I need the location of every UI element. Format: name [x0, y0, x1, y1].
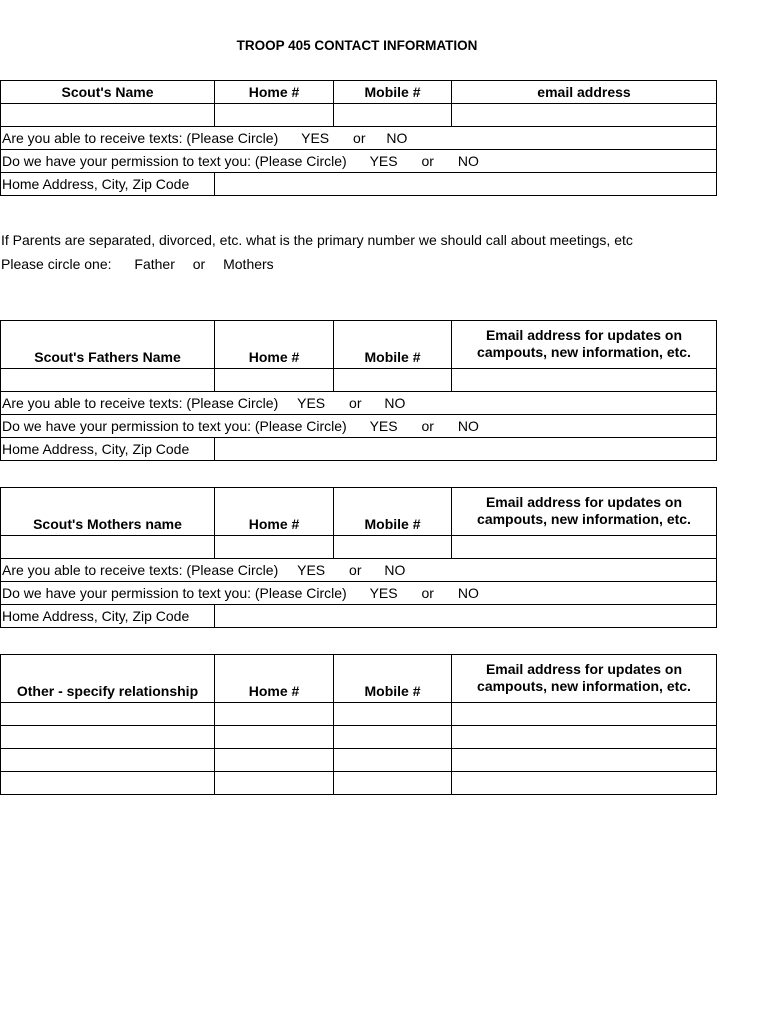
- other-home-phone-field[interactable]: [215, 703, 334, 726]
- other-home-phone-field[interactable]: [215, 726, 334, 749]
- mother-mobile-phone-field[interactable]: [334, 536, 452, 559]
- table-row: [1, 772, 717, 795]
- other-mobile-phone-field[interactable]: [334, 749, 452, 772]
- table-row: [1, 749, 717, 772]
- home-address-label: Home Address, City, Zip Code: [1, 438, 215, 461]
- or-text: or: [349, 395, 362, 411]
- other-relationship-field[interactable]: [1, 749, 215, 772]
- or-text: or: [353, 130, 366, 146]
- mobile-phone-header: Mobile #: [334, 81, 452, 104]
- home-phone-header: Home #: [215, 81, 334, 104]
- home-address-label: Home Address, City, Zip Code: [1, 605, 215, 628]
- mobile-phone-header: Mobile #: [334, 321, 452, 369]
- mother-name-header: Scout's Mothers name: [1, 488, 215, 536]
- no-option[interactable]: NO: [384, 395, 406, 411]
- father-option[interactable]: Father: [134, 256, 175, 272]
- texts-question-label: Are you able to receive texts: (Please Circle): [2, 130, 279, 146]
- other-email-field[interactable]: [452, 703, 717, 726]
- no-option[interactable]: NO: [457, 418, 479, 434]
- circle-one-label: Please circle one:: [1, 256, 112, 272]
- other-mobile-phone-field[interactable]: [334, 726, 452, 749]
- other-home-phone-field[interactable]: [215, 772, 334, 795]
- scout-email-field[interactable]: [452, 104, 717, 127]
- or-text: or: [421, 418, 434, 434]
- primary-parent-choice: [1, 255, 274, 273]
- father-permission-question-row: [1, 415, 717, 438]
- yes-option[interactable]: YES: [369, 153, 398, 169]
- other-email-field[interactable]: [452, 772, 717, 795]
- home-phone-header: Home #: [215, 321, 334, 369]
- home-address-label: Home Address, City, Zip Code: [1, 173, 215, 196]
- texts-question-label: Are you able to receive texts: (Please Circle): [2, 395, 279, 411]
- no-option[interactable]: NO: [457, 585, 479, 601]
- father-email-field[interactable]: [452, 369, 717, 392]
- email-header: Email address for updates on campouts, new information, etc.: [452, 655, 717, 703]
- other-contact-table: [0, 654, 717, 795]
- email-header: Email address for updates on campouts, new information, etc.: [452, 488, 717, 536]
- mother-permission-question-row: [1, 582, 717, 605]
- mother-home-address-field[interactable]: [215, 605, 717, 628]
- no-option[interactable]: NO: [386, 130, 408, 146]
- form-title: TROOP 405 CONTACT INFORMATION: [236, 38, 478, 53]
- mother-name-field[interactable]: [1, 536, 215, 559]
- mother-contact-table: [0, 487, 717, 628]
- scout-home-phone-field[interactable]: [215, 104, 334, 127]
- father-texts-question-row: [1, 392, 717, 415]
- yes-option[interactable]: YES: [369, 418, 398, 434]
- home-phone-header: Home #: [215, 488, 334, 536]
- yes-option[interactable]: YES: [297, 562, 326, 578]
- table-row: [1, 703, 717, 726]
- other-relationship-field[interactable]: [1, 703, 215, 726]
- father-home-address-field[interactable]: [215, 438, 717, 461]
- mothers-option[interactable]: Mothers: [223, 256, 274, 272]
- mobile-phone-header: Mobile #: [334, 488, 452, 536]
- permission-question-label: Do we have your permission to text you: (Please Circle): [2, 418, 347, 434]
- yes-option[interactable]: YES: [369, 585, 398, 601]
- mother-email-field[interactable]: [452, 536, 717, 559]
- or-text: or: [421, 153, 434, 169]
- mother-home-phone-field[interactable]: [215, 536, 334, 559]
- mobile-phone-header: Mobile #: [334, 655, 452, 703]
- email-header: email address: [452, 81, 717, 104]
- table-row: [1, 726, 717, 749]
- scout-contact-table: [0, 80, 717, 196]
- permission-question-label: Do we have your permission to text you: (Please Circle): [2, 585, 347, 601]
- mother-texts-question-row: [1, 559, 717, 582]
- scout-texts-question-row: [1, 127, 717, 150]
- father-name-field[interactable]: [1, 369, 215, 392]
- scout-permission-question-row: [1, 150, 717, 173]
- yes-option[interactable]: YES: [297, 395, 326, 411]
- email-header: Email address for updates on campouts, new information, etc.: [452, 321, 717, 369]
- yes-option[interactable]: YES: [301, 130, 330, 146]
- separated-note: If Parents are separated, divorced, etc. what is the primary number we should call about meetings, etc: [1, 232, 633, 248]
- home-phone-header: Home #: [215, 655, 334, 703]
- no-option[interactable]: NO: [384, 562, 406, 578]
- other-relationship-header: Other - specify relationship: [1, 655, 215, 703]
- other-relationship-field[interactable]: [1, 726, 215, 749]
- no-option[interactable]: NO: [457, 153, 479, 169]
- scout-name-field[interactable]: [1, 104, 215, 127]
- scout-name-header: Scout's Name: [1, 81, 215, 104]
- other-mobile-phone-field[interactable]: [334, 772, 452, 795]
- father-contact-table: [0, 320, 717, 461]
- father-home-phone-field[interactable]: [215, 369, 334, 392]
- other-email-field[interactable]: [452, 726, 717, 749]
- scout-mobile-phone-field[interactable]: [334, 104, 452, 127]
- other-home-phone-field[interactable]: [215, 749, 334, 772]
- other-relationship-field[interactable]: [1, 772, 215, 795]
- father-mobile-phone-field[interactable]: [334, 369, 452, 392]
- or-text: or: [421, 585, 434, 601]
- father-name-header: Scout's Fathers Name: [1, 321, 215, 369]
- other-mobile-phone-field[interactable]: [334, 703, 452, 726]
- other-email-field[interactable]: [452, 749, 717, 772]
- or-text: or: [349, 562, 362, 578]
- or-text: or: [192, 256, 206, 272]
- texts-question-label: Are you able to receive texts: (Please Circle): [2, 562, 279, 578]
- scout-home-address-field[interactable]: [215, 173, 717, 196]
- permission-question-label: Do we have your permission to text you: (Please Circle): [2, 153, 347, 169]
